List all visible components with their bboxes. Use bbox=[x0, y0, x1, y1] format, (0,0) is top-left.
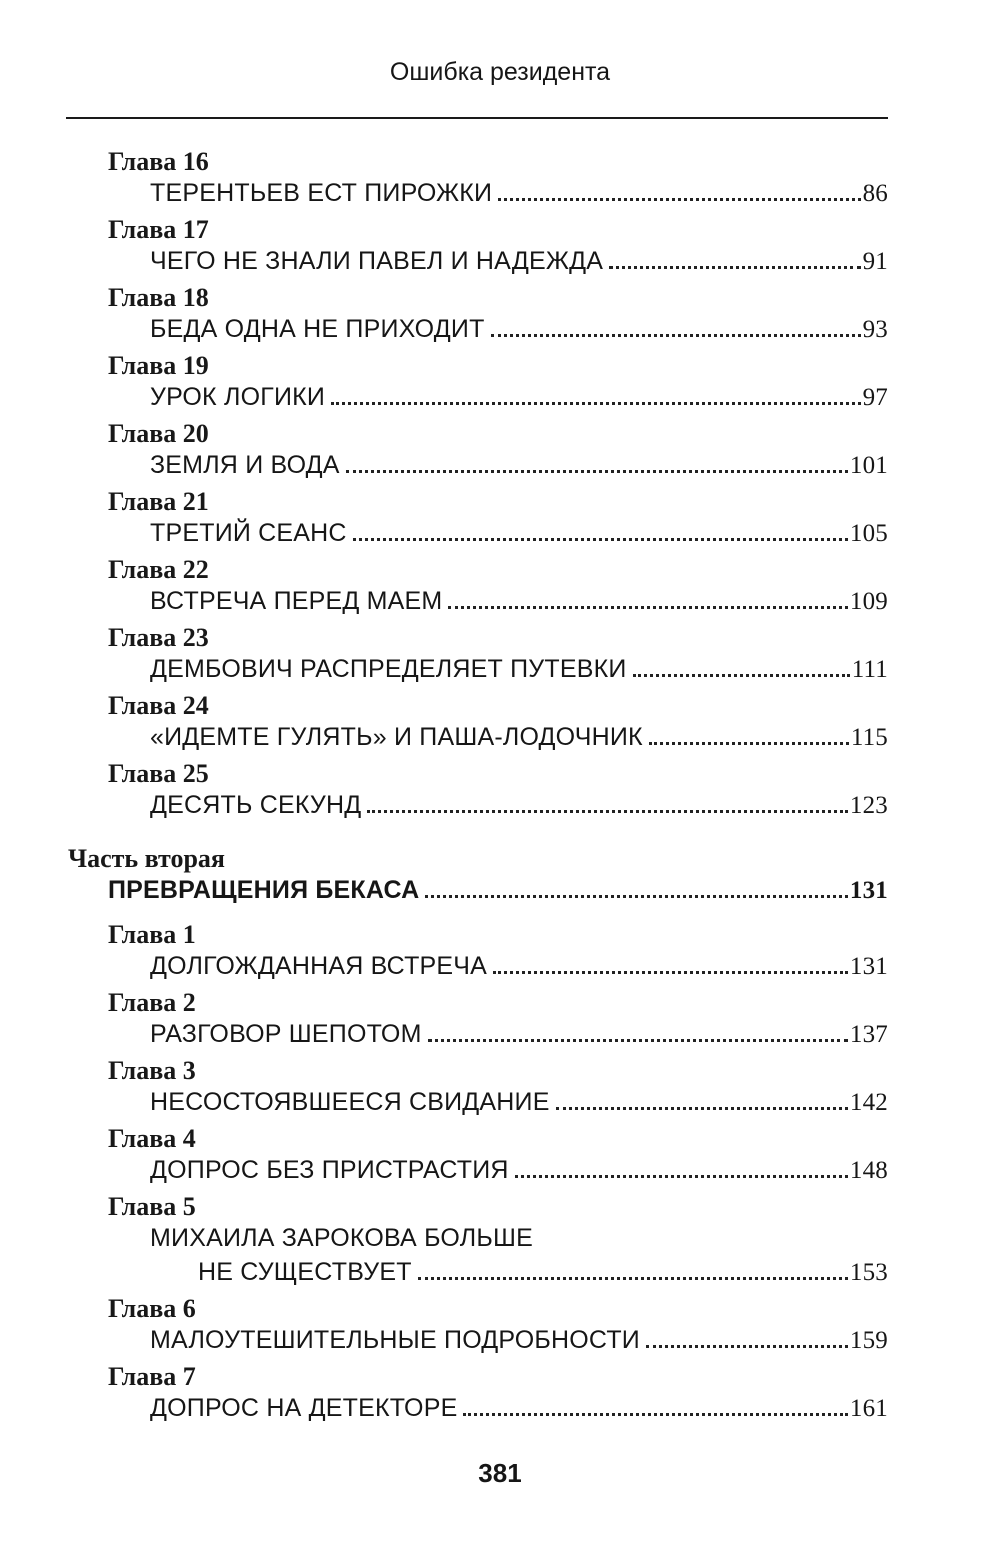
chapter-label: Глава 25 bbox=[108, 759, 209, 788]
leader-dots bbox=[609, 262, 860, 269]
entry-page: 161 bbox=[849, 1395, 888, 1422]
toc-entry[interactable] bbox=[150, 448, 888, 482]
entry-title: ТЕРЕНТЬЕВ ЕСТ ПИРОЖКИ bbox=[150, 179, 493, 207]
toc-entry[interactable] bbox=[150, 720, 888, 754]
toc-entry[interactable] bbox=[150, 652, 888, 686]
entry-page: 86 bbox=[862, 180, 888, 207]
chapter-label: Глава 19 bbox=[108, 351, 209, 380]
part-entry[interactable] bbox=[108, 873, 888, 907]
chapter-label: Глава 24 bbox=[108, 691, 209, 720]
chapter-label: Глава 2 bbox=[108, 988, 196, 1017]
toc-entry[interactable] bbox=[150, 380, 888, 414]
entry-page: 153 bbox=[849, 1259, 888, 1286]
toc-entry[interactable] bbox=[150, 788, 888, 822]
entry-page: 115 bbox=[850, 724, 888, 751]
toc-entry[interactable] bbox=[150, 1391, 888, 1425]
leader-dots bbox=[491, 330, 861, 337]
chapter-label: Глава 22 bbox=[108, 555, 209, 584]
entry-page: 131 bbox=[849, 953, 888, 980]
leader-dots bbox=[633, 670, 850, 677]
leader-dots bbox=[515, 1171, 848, 1178]
leader-dots bbox=[463, 1409, 847, 1416]
entry-page: 109 bbox=[849, 588, 888, 615]
entry-page: 159 bbox=[849, 1327, 888, 1354]
page-number: 381 bbox=[478, 1458, 522, 1488]
entry-title: ДЕСЯТЬ СЕКУНД bbox=[150, 791, 362, 819]
toc-entry[interactable] bbox=[150, 1153, 888, 1187]
toc-entry[interactable] bbox=[150, 1017, 888, 1051]
entry-title: ЗЕМЛЯ И ВОДА bbox=[150, 451, 340, 479]
chapter-label: Глава 3 bbox=[108, 1056, 196, 1085]
running-header: Ошибка резидента bbox=[389, 58, 611, 86]
entry-title: ДОПРОС БЕЗ ПРИСТРАСТИЯ bbox=[150, 1156, 509, 1184]
chapter-label: Глава 7 bbox=[108, 1362, 196, 1391]
chapter-label: Глава 5 bbox=[108, 1192, 196, 1221]
chapter-label: Глава 16 bbox=[108, 147, 209, 176]
entry-page: 111 bbox=[851, 656, 888, 683]
toc-entry[interactable] bbox=[150, 516, 888, 550]
toc-entry[interactable] bbox=[198, 1255, 888, 1289]
entry-page: 97 bbox=[862, 384, 888, 411]
toc-entry[interactable] bbox=[150, 1085, 888, 1119]
leader-dots bbox=[498, 194, 860, 201]
leader-dots bbox=[331, 398, 861, 405]
leader-dots bbox=[425, 891, 847, 898]
entry-page: 101 bbox=[849, 452, 888, 479]
chapter-label: Глава 4 bbox=[108, 1124, 196, 1153]
chapter-label: Глава 6 bbox=[108, 1294, 196, 1323]
entry-title: ЧЕГО НЕ ЗНАЛИ ПАВЕЛ И НАДЕЖДА bbox=[150, 247, 604, 275]
chapter-label: Глава 23 bbox=[108, 623, 209, 652]
chapter-label: Глава 20 bbox=[108, 419, 209, 448]
entry-title: ДЕМБОВИЧ РАСПРЕДЕЛЯЕТ ПУТЕВКИ bbox=[150, 655, 627, 683]
part-page: 131 bbox=[849, 877, 888, 904]
entry-page: 123 bbox=[849, 792, 888, 819]
entry-page: 137 bbox=[849, 1021, 888, 1048]
toc-entry[interactable] bbox=[150, 949, 888, 983]
leader-dots bbox=[493, 967, 848, 974]
leader-dots bbox=[428, 1035, 848, 1042]
part-title: ПРЕВРАЩЕНИЯ БЕКАСА bbox=[108, 876, 420, 904]
entry-title: «ИДЕМТЕ ГУЛЯТЬ» И ПАША-ЛОДОЧНИК bbox=[150, 723, 643, 751]
entry-title: ТРЕТИЙ СЕАНС bbox=[150, 519, 347, 547]
entry-title: ДОПРОС НА ДЕТЕКТОРЕ bbox=[150, 1394, 458, 1422]
entry-title: ДОЛГОЖДАННАЯ ВСТРЕЧА bbox=[150, 952, 488, 980]
entry-title: НЕ СУЩЕСТВУЕТ bbox=[198, 1258, 412, 1286]
toc-entry[interactable] bbox=[150, 584, 888, 618]
entry-title-line1: МИХАИЛА ЗАРОКОВА БОЛЬШЕ bbox=[150, 1224, 533, 1252]
leader-dots bbox=[649, 738, 849, 745]
chapter-label: Глава 21 bbox=[108, 487, 209, 516]
leader-dots bbox=[448, 602, 847, 609]
leader-dots bbox=[367, 806, 848, 813]
leader-dots bbox=[353, 534, 848, 541]
entry-page: 142 bbox=[849, 1089, 888, 1116]
chapter-label: Глава 17 bbox=[108, 215, 209, 244]
toc-entry[interactable] bbox=[150, 312, 888, 346]
entry-title: БЕДА ОДНА НЕ ПРИХОДИТ bbox=[150, 315, 485, 343]
leader-dots bbox=[646, 1341, 848, 1348]
entry-title: УРОК ЛОГИКИ bbox=[150, 383, 326, 411]
chapter-label: Глава 1 bbox=[108, 920, 196, 949]
entry-title: МАЛОУТЕШИТЕЛЬНЫЕ ПОДРОБНОСТИ bbox=[150, 1326, 640, 1354]
entry-title: ВСТРЕЧА ПЕРЕД МАЕМ bbox=[150, 587, 443, 615]
toc-entry[interactable] bbox=[150, 1323, 888, 1357]
leader-dots bbox=[346, 466, 848, 473]
leader-dots bbox=[418, 1273, 848, 1280]
chapter-label: Глава 18 bbox=[108, 283, 209, 312]
entry-title: НЕСОСТОЯВШЕЕСЯ СВИДАНИЕ bbox=[150, 1088, 550, 1116]
toc-entry[interactable] bbox=[150, 176, 888, 210]
toc-entry[interactable] bbox=[150, 244, 888, 278]
entry-page: 148 bbox=[849, 1157, 888, 1184]
part-label: Часть вторая bbox=[68, 844, 225, 873]
leader-dots bbox=[556, 1103, 848, 1110]
entry-page: 105 bbox=[849, 520, 888, 547]
entry-title: РАЗГОВОР ШЕПОТОМ bbox=[150, 1020, 422, 1048]
entry-page: 93 bbox=[862, 316, 888, 343]
entry-page: 91 bbox=[862, 248, 888, 275]
